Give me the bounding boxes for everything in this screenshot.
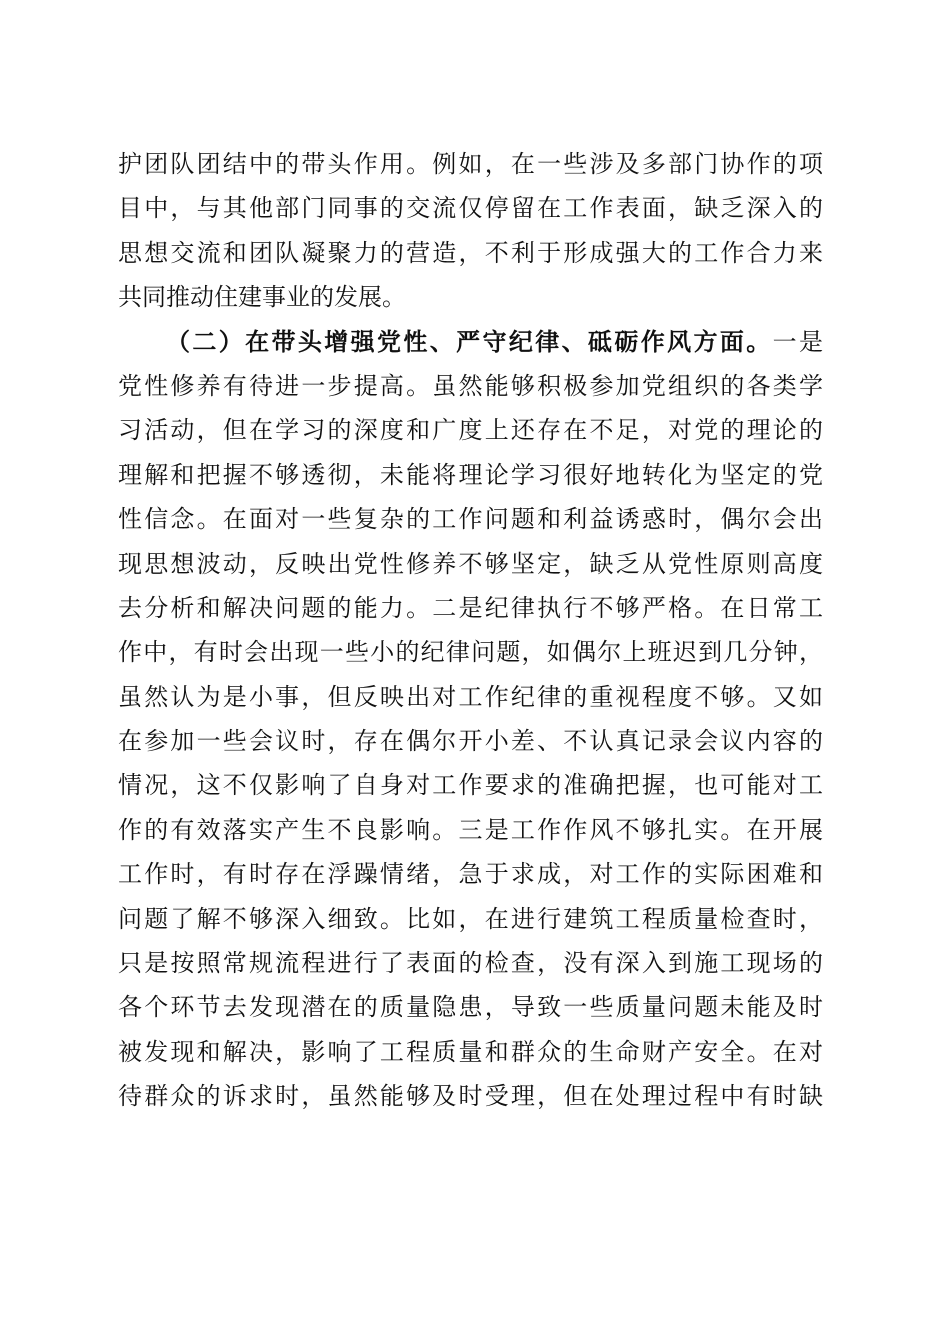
text-line: 被发现和解决，影响了工程质量和群众的生命财产安全。在对 (118, 1037, 823, 1066)
document-page (118, 142, 823, 1119)
text-line: 作中，有时会出现一些小的纪律问题，如偶尔上班迟到几分钟， (118, 638, 823, 667)
text-line: 理解和把握不够透彻，未能将理论学习很好地转化为坚定的党 (118, 460, 823, 489)
text-line: 只是按照常规流程进行了表面的检查，没有深入到施工现场的 (118, 949, 823, 978)
text-line: 去分析和解决问题的能力。二是纪律执行不够严格。在日常工 (118, 593, 823, 622)
text-line: 待群众的诉求时，虽然能够及时受理，但在处理过程中有时缺 (118, 1082, 823, 1111)
text-line: 虽然认为是小事，但反映出对工作纪律的重视程度不够。又如 (118, 682, 823, 711)
text-line: 性信念。在面对一些复杂的工作问题和利益诱惑时，偶尔会出 (118, 505, 823, 534)
text-line: 目中，与其他部门同事的交流仅停留在工作表面，缺乏深入的 (118, 194, 823, 223)
text-line: 现思想波动，反映出党性修养不够坚定，缺乏从党性原则高度 (118, 549, 823, 578)
text-line: 工作时，有时存在浮躁情绪，急于求成，对工作的实际困难和 (118, 860, 823, 889)
text-span: 一是 (772, 327, 823, 356)
text-line: 作的有效落实产生不良影响。三是工作作风不够扎实。在开展 (118, 815, 823, 844)
section-heading: （二）在带头增强党性、严守纪律、砥砺作风方面。 (166, 326, 773, 356)
text-line: 问题了解不够深入细致。比如，在进行建筑工程质量检查时， (118, 904, 823, 933)
paragraph-team-unity (118, 142, 823, 320)
text-line: 情况，这不仅影响了自身对工作要求的准确把握，也可能对工 (118, 771, 823, 800)
text-line: 思想交流和团队凝聚力的营造，不利于形成强大的工作合力来 (118, 238, 823, 267)
text-line: 护团队团结中的带头作用。例如，在一些涉及多部门协作的项 (118, 150, 823, 178)
paragraph-party-discipline (118, 320, 823, 1119)
heading-line (118, 320, 823, 364)
text-line: 党性修养有待进一步提高。虽然能够积极参加党组织的各类学 (118, 371, 823, 400)
text-line: 共同推动住建事业的发展。 (118, 283, 406, 312)
text-line: 习活动，但在学习的深度和广度上还存在不足，对党的理论的 (118, 416, 823, 445)
text-line: 在参加一些会议时，存在偶尔开小差、不认真记录会议内容的 (118, 727, 823, 756)
text-line: 各个环节去发现潜在的质量隐患，导致一些质量问题未能及时 (118, 993, 823, 1022)
